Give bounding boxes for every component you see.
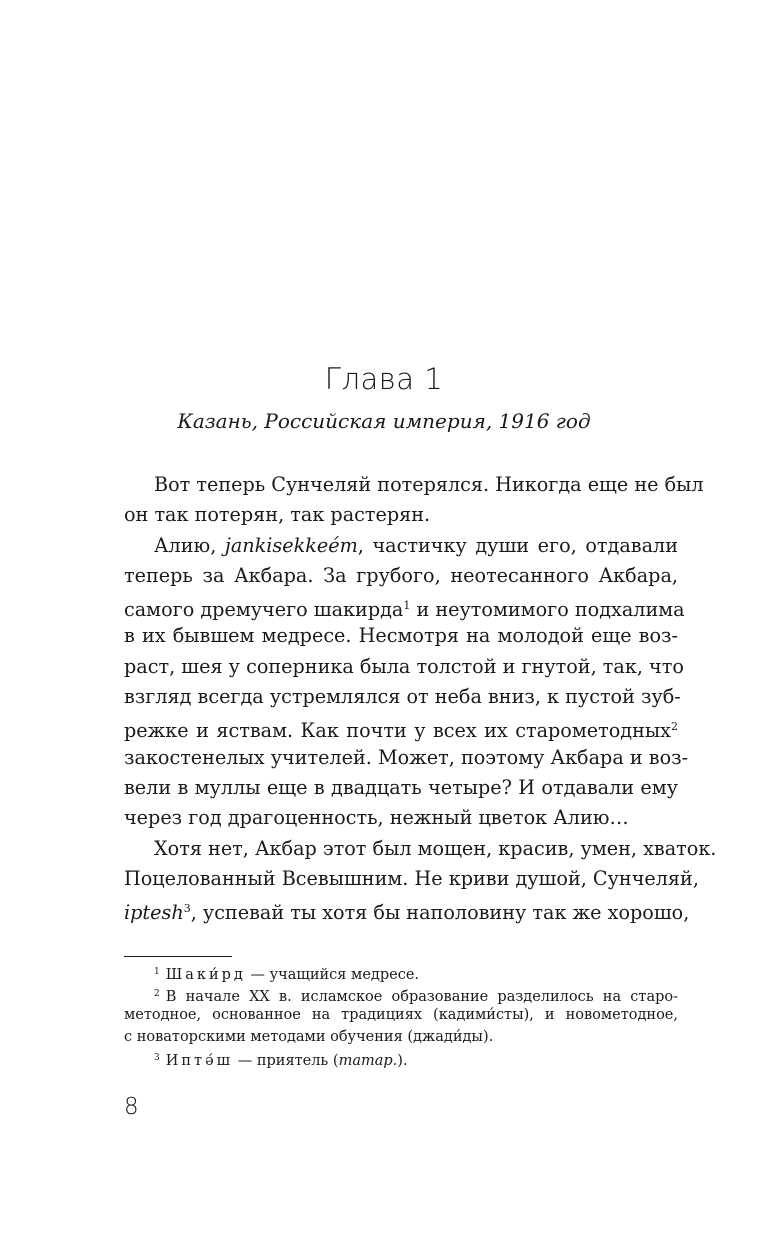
footnote-3: $^3$ Иптә́ш — приятель (татар.). — [154, 1053, 408, 1069]
text-line: через год драгоценность, нежный цветок Алию… — [124, 806, 629, 830]
chapter-title: Глава 1 — [324, 362, 444, 396]
footnote-2-line: с новаторскими методами обучения (джади́ды). — [124, 1028, 494, 1045]
footnote-marker: 1 — [154, 967, 160, 977]
text-line: Алию, jankisekkeém, частичку души его, отдавали — [154, 533, 678, 557]
footnote-term: Шаки́рд — [165, 967, 246, 983]
text-line: в их бывшем медресе. Несмотря на молодой еще воз- — [124, 624, 678, 648]
body-text — [124, 470, 717, 925]
text-line: он так потерян, так растерян. — [124, 503, 431, 527]
text-line: взгляд всегда устремлялся от неба вниз, к пустой зуб- — [124, 685, 681, 709]
footnote-term: Иптә́ш — [165, 1053, 234, 1069]
text-line: теперь за Акбара. За грубого, неотесанного Акбара, — [124, 563, 678, 587]
text-line: iptesh$^3$, успевай ты хотя бы наполовину так же хорошо, — [124, 901, 690, 925]
text-line: вели в муллы еще в двадцать четыре? И отдавали ему — [124, 775, 678, 799]
footnote-marker: 3 — [154, 1053, 160, 1063]
text-line: Поцелованный Всевышним. Не криви душой, Сунчеляй, — [124, 866, 699, 890]
foreign-word: iptesh — [124, 901, 184, 925]
text-line: Хотя нет, Акбар этот был мощен, красив, умен, хваток. — [154, 836, 717, 860]
footnote-marker: 2 — [154, 988, 160, 999]
footnote-ref: 2 — [671, 720, 678, 734]
footnote-abbr: татар. — [338, 1053, 398, 1069]
foreign-word: jankisekkeém — [224, 533, 358, 557]
text-line: самого дремучего шакирда$^1$ и неутомимого подхалима — [124, 598, 685, 622]
footnote-ref: 3 — [183, 902, 191, 916]
text-line: Вот теперь Сунчеляй потерялся. Никогда еще не был — [154, 473, 704, 496]
footnote-2: $^2$ В начале XX в. исламское образование разделилось на старо- — [154, 988, 678, 1005]
text-line: закостенелых учителей. Может, поэтому Акбара и воз- — [124, 745, 689, 769]
chapter-subtitle: Казань, Российская империя, 1916 год — [177, 409, 591, 433]
footnote-2-line: методное, основанное на традициях (кадими́сты), и новометодное, — [124, 1007, 678, 1023]
page-number: 8 — [124, 1094, 139, 1120]
footnote-1: $^1$ Шаки́рд — учащийся медресе. — [154, 967, 420, 983]
footnote-ref: 1 — [403, 599, 411, 613]
text-line: режке и яствам. Как почти у всех их старометодных$^2$ — [124, 719, 678, 743]
text-line: раст, шея у соперника была толстой и гнутой, так, что — [124, 654, 684, 678]
footnotes — [124, 962, 678, 1070]
footnote-divider — [124, 956, 232, 957]
